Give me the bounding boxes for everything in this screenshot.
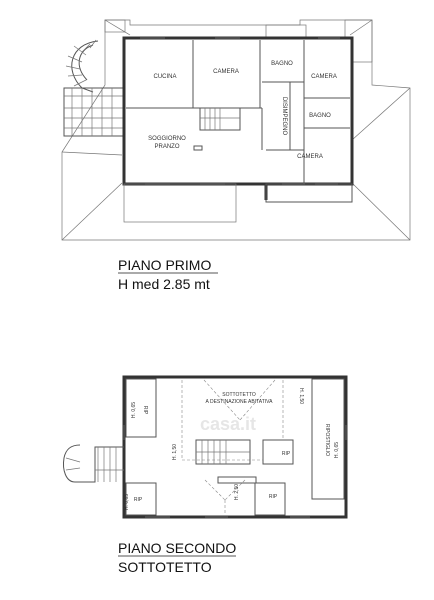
sottotetto-label: SOTTOTETTO <box>222 392 256 398</box>
room-label-camera-right: CAMERA <box>311 74 337 80</box>
room-label-soggiorno: SOGGIORNO <box>148 136 186 142</box>
rip-top-left-label: RIP <box>142 405 148 415</box>
ripostiglio-label: RIPOSTIGLIO <box>324 424 330 456</box>
room-label-bagno-top: BAGNO <box>271 61 293 67</box>
h-mid-left-label: H. 1,50 <box>172 443 178 461</box>
first-floor-title: PIANO PRIMO <box>118 257 212 273</box>
second-floor-exterior-stair <box>63 445 124 482</box>
second-floor-title: PIANO SECONDO <box>118 540 237 556</box>
room-label-disimpegno: DISIMPEGNO <box>281 96 287 136</box>
first-floor-height: H med 2.85 mt <box>118 276 210 292</box>
rip-center-right-label: RIP <box>281 451 291 457</box>
h-center-label: H. 2,50 <box>234 483 240 501</box>
room-label-camera-bottom: CAMERA <box>297 154 323 160</box>
left-balcony <box>64 88 124 136</box>
room-label-camera-top: CAMERA <box>213 69 239 75</box>
h-top-left-label: H. 0,65 <box>131 401 137 419</box>
first-floor-plan <box>62 20 410 292</box>
watermark-logo: casa.it <box>200 414 257 434</box>
second-floor-subtitle: SOTTOTETTO <box>118 559 212 575</box>
second-floor-windows <box>124 425 346 517</box>
second-floor-interior-stair <box>196 440 256 483</box>
h-right-label: H. 0,65 <box>334 441 340 459</box>
h-mid-right-label: H. 1,50 <box>298 387 304 405</box>
room-label-bagno-mid: BAGNO <box>309 113 331 119</box>
first-floor-walls <box>124 38 352 202</box>
spiral-staircase <box>66 40 98 92</box>
room-label-pranzo: PRANZO <box>154 144 180 150</box>
rip-bottom-left-label: RIP <box>133 497 143 503</box>
second-floor-plan <box>63 377 346 575</box>
bottom-terrace <box>124 184 236 222</box>
room-label-cucina: CUCINA <box>153 74 177 80</box>
h-bottom-left-label: H. 0,65 <box>124 493 130 511</box>
sottotetto-use-label: A DESTINAZIONE ABITATIVA <box>205 399 273 405</box>
rip-center-bottom-label: RIP <box>268 494 278 500</box>
